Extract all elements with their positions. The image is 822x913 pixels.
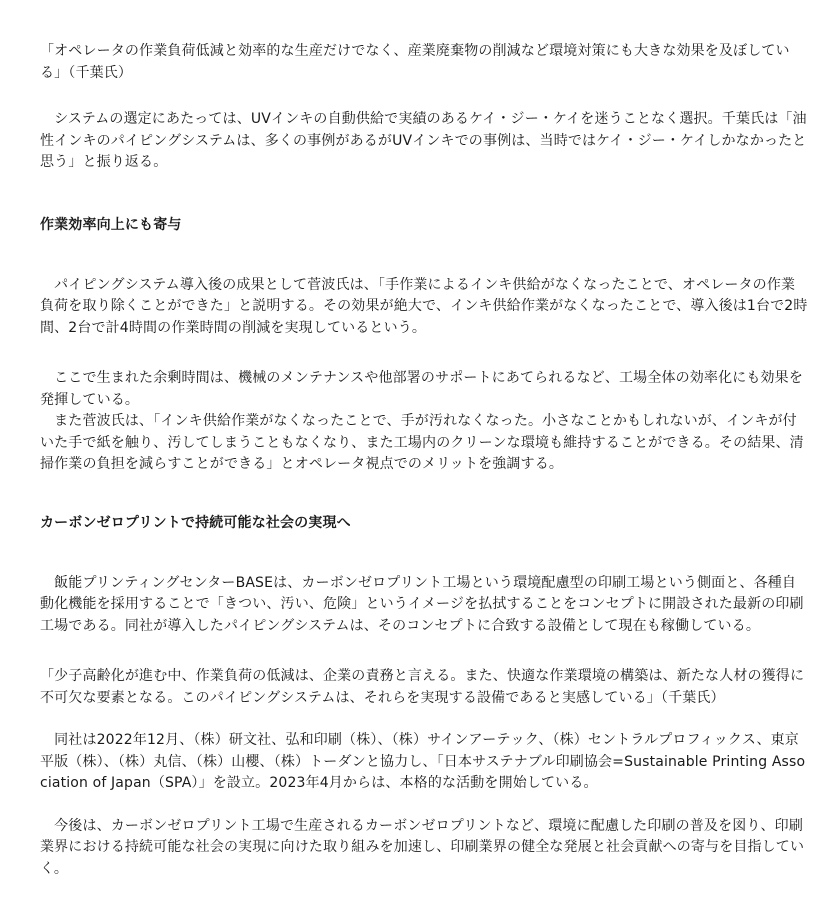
paragraph-spa-founding: 同社は2022年12月、（株）研文社、弘和印刷（株）、（株）サインアーテック、（株）セントラルプロフィックス、東京平版（株）、（株）丸信、（株）山櫻、（株）トーダンと協力し、「日本サステナブル印刷協会=Sustainable Printing Association of Japan（SPA）」を設立。2023年4月からは、本格的な活動を開始している。 [40, 732, 806, 791]
paragraph-hanno-base: 飯能プリンティングセンターBASEは、カーボンゼロプリント工場という環境配慮型の印刷工場という側面と、各種自動化機能を採用することで「きつい、汚い、危険」というイメージを払拭することをコンセプトに開設された最新の印刷工場である。同社が導入したパイピングシステムは、そのコンセプトに合致する設備として現在も稼働している。 [40, 574, 804, 634]
paragraph-surplus-time: ここで生まれた余剰時間は、機械のメンテナンスや他部署のサポートにあてられるなど、工場全体の効率化にも効果を発揮している。 [40, 370, 803, 408]
paragraph-operator-benefits: また菅波氏は、「インキ供給作業がなくなったことで、手が汚れなくなった。小さなことかもしれないが、インキが付いた手で紙を触り、汚してしまうこともなくなり、また工場内のクリーンな環境も維持することができる。その結果、清掃作業の負担を減らすことができる」とオペレータ視点でのメリットを強調する。 [40, 413, 804, 472]
section-heading-work-efficiency: 作業効率向上にも寄与 [40, 216, 182, 233]
article-body [40, 41, 808, 880]
paragraph-future-outlook: 今後は、カーボンゼロプリント工場で生産されるカーボンゼロプリントなど、環境に配慮した印刷の普及を図り、印刷業界における持続可能な社会の実現に向けた取り組みを加速し、印刷業界の健全な発展と社会貢献への寄与を目指していく。 [40, 817, 805, 877]
paragraph-piping-results: パイピングシステム導入後の成果として菅波氏は、「手作業によるインキ供給がなくなったことで、オペレータの作業負荷を取り除くことができた」と説明する。その効果が絶大で、インキ供給作業がなくなったことで、導入後は1台で2時間、2台で計4時間の作業時間の削減を実現しているという。 [40, 276, 808, 336]
paragraph-quote-chiba-workload: 「少子高齢化が進む中、作業負荷の低減は、企業の責務と言える。また、快適な作業環境の構築は、新たな人材の獲得に不可欠な要素となる。このパイピングシステムは、それらを実現する設備であると実感している」（千葉氏） [40, 668, 805, 706]
paragraph-quote-chiba-environment: 「オペレータの作業負荷低減と効率的な生産だけでなく、産業廃棄物の削減など環境対策にも大きな効果を及ぼしている」（千葉氏） [40, 43, 790, 81]
paragraph-system-selection: システムの選定にあたっては、UVインキの自動供給で実績のあるケイ・ジー・ケイを迷うことなく選択。千葉氏は「油性インキのパイピングシステムは、多くの事例があるがUVインキでの事例は、当時ではケイ・ジー・ケイしかなかったと思う」と振り返る。 [40, 111, 807, 170]
section-heading-carbon-zero: カーボンゼロプリントで持続可能な社会の実現へ [40, 514, 351, 531]
